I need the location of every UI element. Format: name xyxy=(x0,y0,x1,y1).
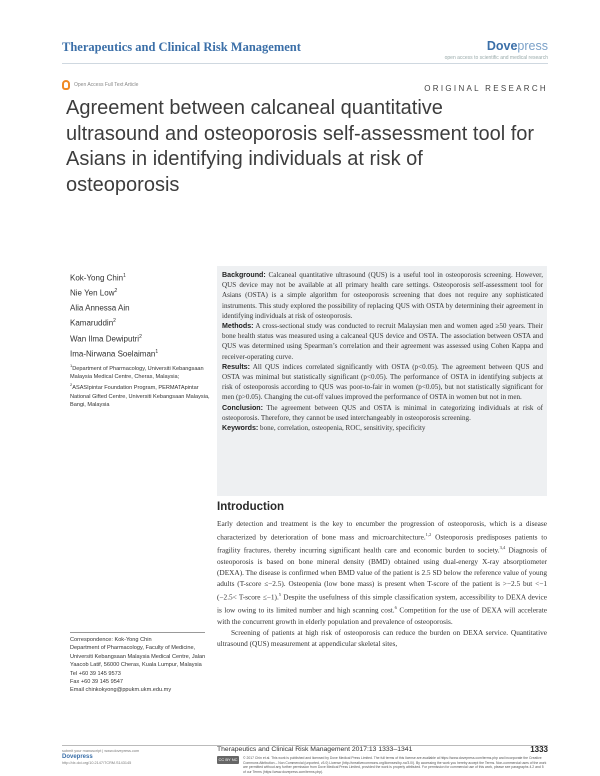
paragraph: Early detection and treatment is the key to encumber the progression of osteoporosis, which is a disease characterized by deterioration of bone mass and microarchitecture.$^{1,2}$ Osteoporosis predisposes patients to fragility fractures, thereby incurring significant health care and economic burden to society.$^{3,4}$ Diagnosis of osteoporosis is based on bone mineral density (BMD) obtained using dual-energy X-ray absorptiometer (DEXA). The disease is confirmed when BMD value of the patient is 2.5 SD below the reference value of young adults (T-score ≤−2.5). Osteopenia (low bone mass) is present when T-score of the patient is >−2.5 but <−1 (−2.5< T-score ≤−1).$^5$ Despite the usefulness of this simple classification system, accessibility to DEXA device is low owing to its limited number and high scanning cost.$^6$ Competition for the use of DEXA will accelerate with the concurrent growth in elderly population and prevalence of osteoporosis. xyxy=(217,519,547,626)
abstract-conclusion: Conclusion: The agreement between QUS and OSTA is minimal in categorizing individuals at risk of osteoporosis. Therefore, they cannot be used interchangeably in osteoporosis screening. xyxy=(222,403,543,422)
paper-title: Agreement between calcaneal quantitative ultrasound and osteoporosis self-assessment tool for Asians in identifying individuals at risk of osteoporosis xyxy=(66,97,535,196)
affiliations: $^1$Department of Pharmacology, Universiti Kebangsaan Malaysia Medical Centre, Cheras, Malaysia; $^2$ASASIpintar Foundation Program, PERMATApintar National Gifted Centre, Universiti Kebangsaan Malaysia, Bangi, Malaysia xyxy=(70,363,210,408)
open-access-lock-icon xyxy=(62,80,70,90)
section-heading-introduction: Introduction xyxy=(217,501,285,513)
correspondence-address: Department of Pharmacology, Faculty of Medicine, Universiti Kebangsaan Malaysia Medical Centre, Jalan Yaacob Latif, 56000 Cheras, Kuala Lumpur, Malaysia xyxy=(70,645,206,669)
publisher-name: Dovepress xyxy=(486,39,548,53)
author: Wan Ilma Dewiputri$^2$ xyxy=(70,333,142,344)
abstract-keywords: Keywords: bone, correlation, osteopenia, ROC, sensitivity, specificity xyxy=(222,424,426,433)
article-type: ORIGINAL RESEARCH xyxy=(424,84,548,93)
introduction-text xyxy=(217,518,547,649)
abstract-results: Results: All QUS indices correlated significantly with OSTA (p<0.05). The agreement between QUS and OSTA was minimal but statistically significant (p<0.05). The performance of OSTA in identifying subjects at risk of osteoporosis according to QUS was poor-to-fair in women (p<0.05), but not statistically significant for men (p>0.05). Changing the cut-off values improved the performance of OSTA in women but not in men. xyxy=(222,362,543,402)
license-block xyxy=(217,756,547,774)
journal-title: Therapeutics and Clinical Risk Management xyxy=(62,40,301,54)
open-access-label: Open Access Full Text Article xyxy=(74,82,139,88)
submit-link[interactable]: submit your manuscript | www.dovepress.com xyxy=(62,749,140,753)
abstract-box xyxy=(217,266,547,496)
cc-license-icon[interactable]: CC BY NC xyxy=(218,757,238,762)
author: Alia Annessa Ain xyxy=(70,303,130,313)
correspondence-label: Correspondence: Kok-Yong Chin xyxy=(70,637,152,643)
footer-citation: Therapeutics and Clinical Risk Management 2017:13 1333–1341 xyxy=(217,746,413,753)
abstract-background: Background: Calcaneal quantitative ultrasound (QUS) is a useful tool in osteoporosis screening. However, QUS device may not be available at all primary health care settings. Osteoporosis self-assessment tool for Asians (OSTA) is a simple algorithm for osteoporosis screening that does not require any sophisticated instruments. This study explored the possibility of replacing QUS with OSTA by determining their agreement in identifying individuals at risk of osteoporosis. xyxy=(222,271,543,320)
publisher-tagline: open access to scientific and medical research xyxy=(444,55,548,61)
author: Nie Yen Low$^2$ xyxy=(70,288,118,298)
correspondence xyxy=(70,636,210,695)
footer-publisher xyxy=(62,748,172,766)
license-text: © 2017 Chin et al. This work is published and licensed by Dove Medical Press Limited. The full terms of this license are available at https://www.dovepress.com/terms.php and incorporate the Creative Commons Attribution – Non Commercial (unported, v3.0) License (http://creativecommons.org/licenses/by-nc/3.0/). By accessing the work you hereby accept the Terms. Non-commercial uses of the work are permitted without any further permission from Dove Medical Press Limited, provided the work is properly attributed. For permission for commercial use of this work, please see paragraphs 4.2 and 5 of our Terms (https://www.dovepress.com/terms.php). xyxy=(243,756,547,774)
header-divider xyxy=(62,63,548,64)
footer-logo: Dovepress xyxy=(62,754,93,760)
correspondence-fax: Fax +60 39 145 9547 xyxy=(70,679,124,686)
correspondence-tel: Tel +60 39 145 9573 xyxy=(70,670,121,677)
author-list xyxy=(70,270,158,361)
page-number: 1333 xyxy=(530,745,548,754)
publisher-logo[interactable] xyxy=(445,39,548,61)
correspondence-divider xyxy=(70,632,205,633)
doi-link[interactable]: http://dx.doi.org/10.2147/TCRM.S143145 xyxy=(62,761,132,765)
correspondence-email[interactable]: Email chinkokyong@ppukm.ukm.edu.my xyxy=(70,687,172,694)
author: Kamaruddin$^2$ xyxy=(70,318,116,329)
author: Kok-Yong Chin$^1$ xyxy=(70,273,126,283)
abstract-methods: Methods: A cross-sectional study was conducted to recruit Malaysian men and women aged ≥50 years. Their bone health status was measured using a calcaneal QUS device and OSTA. The association between OSTA and QUS was determined using Spearman’s correlation and their agreement was assessed using Cohen Kappa and receiver-operating curve. xyxy=(222,322,543,361)
author: Ima-Nirwana Soelaiman$^1$ xyxy=(70,348,159,359)
open-access-badge xyxy=(62,80,138,90)
paragraph: Screening of patients at high risk of osteoporosis can reduce the burden on DEXA service. Quantitative ultrasound (QUS) measurement at appendicular skeletal sites, xyxy=(217,627,547,648)
